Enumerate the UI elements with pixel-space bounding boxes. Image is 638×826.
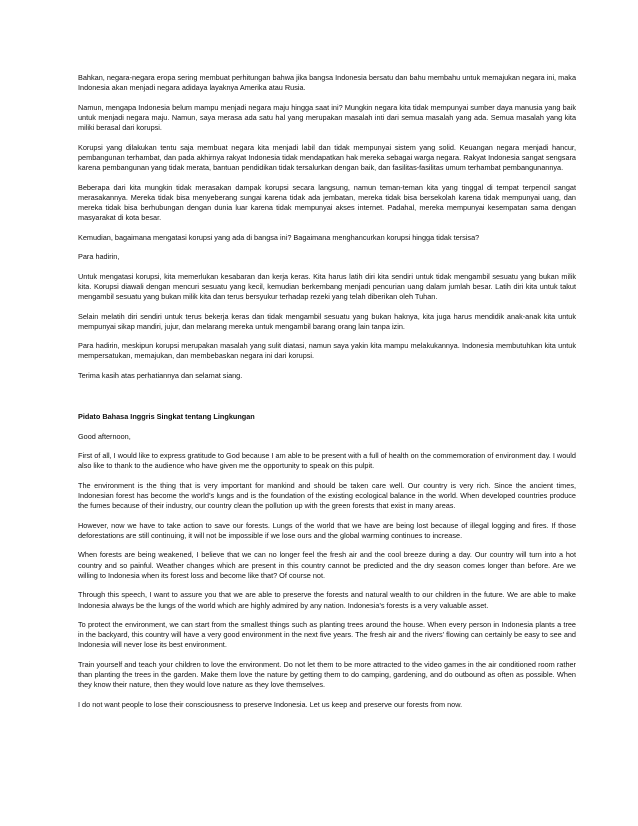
paragraph: The environment is the thing that is very important for mankind and should be taken care well. Our country is very rich. Since the ancient times, Indonesian forest has become the world’s lungs and is the foundation of the existing ecological balance in the world. When developed countries produce the fumes because of their industry, our country clean the pollution up with the green forests that exist in many areas. <box>78 480 576 511</box>
paragraph: Terima kasih atas perhatiannya dan selamat siang. <box>78 370 243 380</box>
paragraph: When forests are being weakened, I believe that we can no longer feel the fresh air and the cool breeze during a day. Our country will turn into a hot country and so painful. Weather changes which are present in this country cannot be predicted and the dry season comes longer than before. Are we willing to Indonesia when its forest loss and become like that? Of course not. <box>78 550 576 580</box>
paragraph: To protect the environment, we can start from the smallest things such as planting trees around the house. When every person in Indonesia plants a tree in the backyard, this country will have a very good environment in the next five years. The fresh air and the rivers’ flowing can certainly be easy to see and Indonesia will never lose its best environment. <box>78 620 576 650</box>
paragraph: Para hadirin, <box>78 252 120 262</box>
paragraph: Train yourself and teach your children to love the environment. Do not let them to be more attracted to the video games in the air conditioned room rather than planting the trees in the garden. Make them love the nature by getting them to do camping, gardening, and do outbound as often as possible. When they know their nature, then they would love nature as they love themselves. <box>78 659 576 690</box>
paragraph: However, now we have to take action to save our forests. Lungs of the world that we have are being lost because of illegal logging and fires. If those deforestations are still continuing, it will not be impossible if we lose ours and the global warming continues to increase. <box>78 520 576 540</box>
paragraph: Through this speech, I want to assure you that we are able to preserve the forests and natural wealth to our children in the future. We are able to make Indonesia always be the lungs of the world which are highly admired by any nation. Indonesia’s forests is a very valuable asset. <box>78 590 576 610</box>
paragraph: Untuk mengatasi korupsi, kita memerlukan kesabaran dan kerja keras. Kita harus latih diri kita sendiri untuk tidak mengambil sesuatu yang bukan milik kita. Korupsi diawali dengan mencuri sesuatu yang kecil, kemudian berkembang menjadi pencurian uang dalam jumlah besar. Latih diri kita untuk takut mengambil sesuatu yang bukan milik kita dan terus bersyukur terhadap rezeki yang telah diberikan oleh Tuhan. <box>78 271 576 302</box>
paragraph: Kemudian, bagaimana mengatasi korupsi yang ada di bangsa ini? Bagaimana menghancurkan korupsi hingga tidak tersisa? <box>78 232 480 242</box>
paragraph: Bahkan, negara-negara eropa sering membuat perhitungan bahwa jika bangsa Indonesia bersatu dan bahu membahu untuk memajukan negara ini, maka Indonesia akan menjadi negara adidaya layaknya Amerika atau Rusia. <box>78 73 576 93</box>
paragraph: Beberapa dari kita mungkin tidak merasakan dampak korupsi secara langsung, namun teman-teman kita yang tinggal di tempat terpencil sangat merasakannya. Mereka tidak bisa menyeberang sungai karena tidak ada jembatan, mereka tidak bisa bersekolah karena tidak mempunyai uang, dan mereka tidak bisa berhubungan dengan dunia luar karena tidak mempunyai akses internet. Padahal, mereka mempunyai kesempatan sama dengan masyarakat di kota besar. <box>78 182 576 223</box>
paragraph: First of all, I would like to express gratitude to God because I am able to be present with a full of health on the commemoration of environment day. I would also like to thank to the audience who have given me the opportunity to speak on this pulpit. <box>78 451 576 471</box>
paragraph: Para hadirin, meskipun korupsi merupakan masalah yang sulit diatasi, namun saya yakin kita mampu melakukannya. Indonesia membutuhkan kita untuk mempersatukan, memajukan, dan membebaskan negara ini dari korupsi. <box>78 341 576 361</box>
paragraph: Namun, mengapa Indonesia belum mampu menjadi negara maju hingga saat ini? Mungkin negara kita tidak mempunyai sumber daya manusia yang baik untuk menjadi negara maju. Namun, saya merasa ada satu hal yang merupakan masalah inti dari semua masalah yang ada. Semua masalah yang kita miliki berasal dari korupsi. <box>78 102 576 133</box>
paragraph: I do not want people to lose their consciousness to preserve Indonesia. Let us keep and preserve our forests from now. <box>78 699 463 709</box>
paragraph: Korupsi yang dilakukan tentu saja membuat negara kita menjadi labil dan tidak mempunyai sistem yang solid. Keuangan negara menjadi hancur, pembangunan terhambat, dan pada akhirnya rakyat Indonesia tidak mendapatkan hak mereka sebagai warga negara. Rakyat Indonesia sangat sengsara karena pembangunan yang tidak merata, bantuan pendidikan tidak tersalurkan dengan baik, dan fasilitas-fasilitas umum terhambat pembangunannya. <box>78 142 576 173</box>
paragraph: Good afternoon, <box>78 431 131 441</box>
paragraph: Selain melatih diri sendiri untuk terus bekerja keras dan tidak mengambil sesuatu yang bukan haknya, kita juga harus mendidik anak-anak kita untuk mempunyai sikap mandiri, jujur, dan melarang mereka untuk mengambil barang orang lain tanpa izin. <box>78 311 576 331</box>
section-heading: Pidato Bahasa Inggris Singkat tentang Lingkungan <box>78 412 255 422</box>
